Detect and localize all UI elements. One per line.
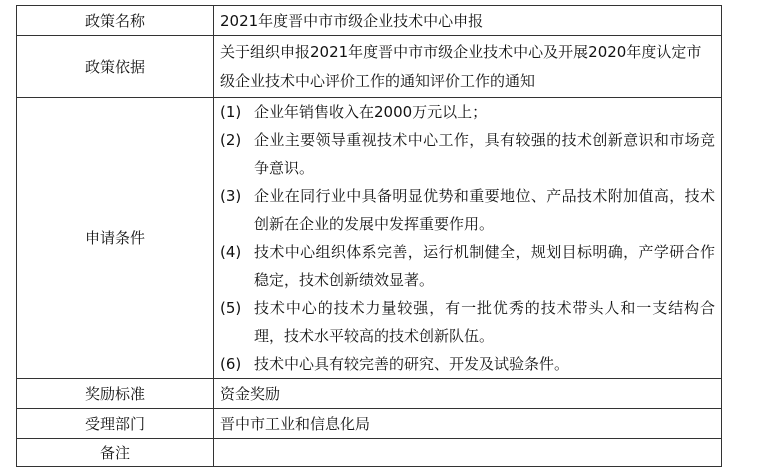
policy-name-label: 政策名称	[17, 6, 214, 36]
condition-item	[220, 182, 715, 238]
condition-number: (6)	[220, 355, 242, 373]
row-reward	[17, 379, 722, 409]
remarks-value	[214, 439, 722, 467]
condition-text: 技术中心的技术力量较强，有一批优秀的技术带头人和一支结构合理，技术水平较高的技术创新队伍。	[254, 299, 715, 345]
conditions-list	[220, 98, 715, 378]
conditions-value	[214, 98, 722, 379]
condition-text: 技术中心具有较完善的研究、开发及试验条件。	[254, 355, 570, 373]
row-department	[17, 409, 722, 439]
condition-text: 企业年销售收入在2000万元以上；	[254, 103, 488, 121]
reward-label: 奖励标准	[17, 379, 214, 409]
policy-basis-label: 政策依据	[17, 36, 214, 98]
condition-text: 企业主要领导重视技术中心工作，具有较强的技术创新意识和市场竞争意识。	[254, 131, 715, 177]
condition-item	[220, 238, 715, 294]
row-conditions	[17, 98, 722, 379]
condition-text: 技术中心组织体系完善，运行机制健全，规划目标明确，产学研合作稳定，技术创新绩效显著。	[254, 243, 715, 289]
conditions-label: 申请条件	[17, 98, 214, 379]
department-value: 晋中市工业和信息化局	[214, 409, 722, 439]
condition-item	[220, 294, 715, 350]
condition-item	[220, 350, 715, 378]
condition-number: (1)	[220, 103, 242, 121]
department-label: 受理部门	[17, 409, 214, 439]
policy-basis-value: 关于组织申报2021年度晋中市市级企业技术中心及开展2020年度认定市级企业技术中心评价工作的通知评价工作的通知	[214, 36, 722, 98]
condition-number: (4)	[220, 243, 242, 261]
condition-number: (2)	[220, 131, 242, 149]
reward-value: 资金奖励	[214, 379, 722, 409]
row-policy-basis	[17, 36, 722, 98]
condition-item	[220, 98, 715, 126]
row-policy-name	[17, 6, 722, 36]
remarks-label: 备注	[17, 439, 214, 467]
condition-item	[220, 126, 715, 182]
condition-text: 企业在同行业中具备明显优势和重要地位、产品技术附加值高，技术创新在企业的发展中发挥重要作用。	[254, 187, 715, 233]
condition-number: (3)	[220, 187, 242, 205]
policy-name-value: 2021年度晋中市市级企业技术中心申报	[214, 6, 722, 36]
policy-table	[16, 5, 722, 467]
row-remarks	[17, 439, 722, 467]
condition-number: (5)	[220, 299, 242, 317]
